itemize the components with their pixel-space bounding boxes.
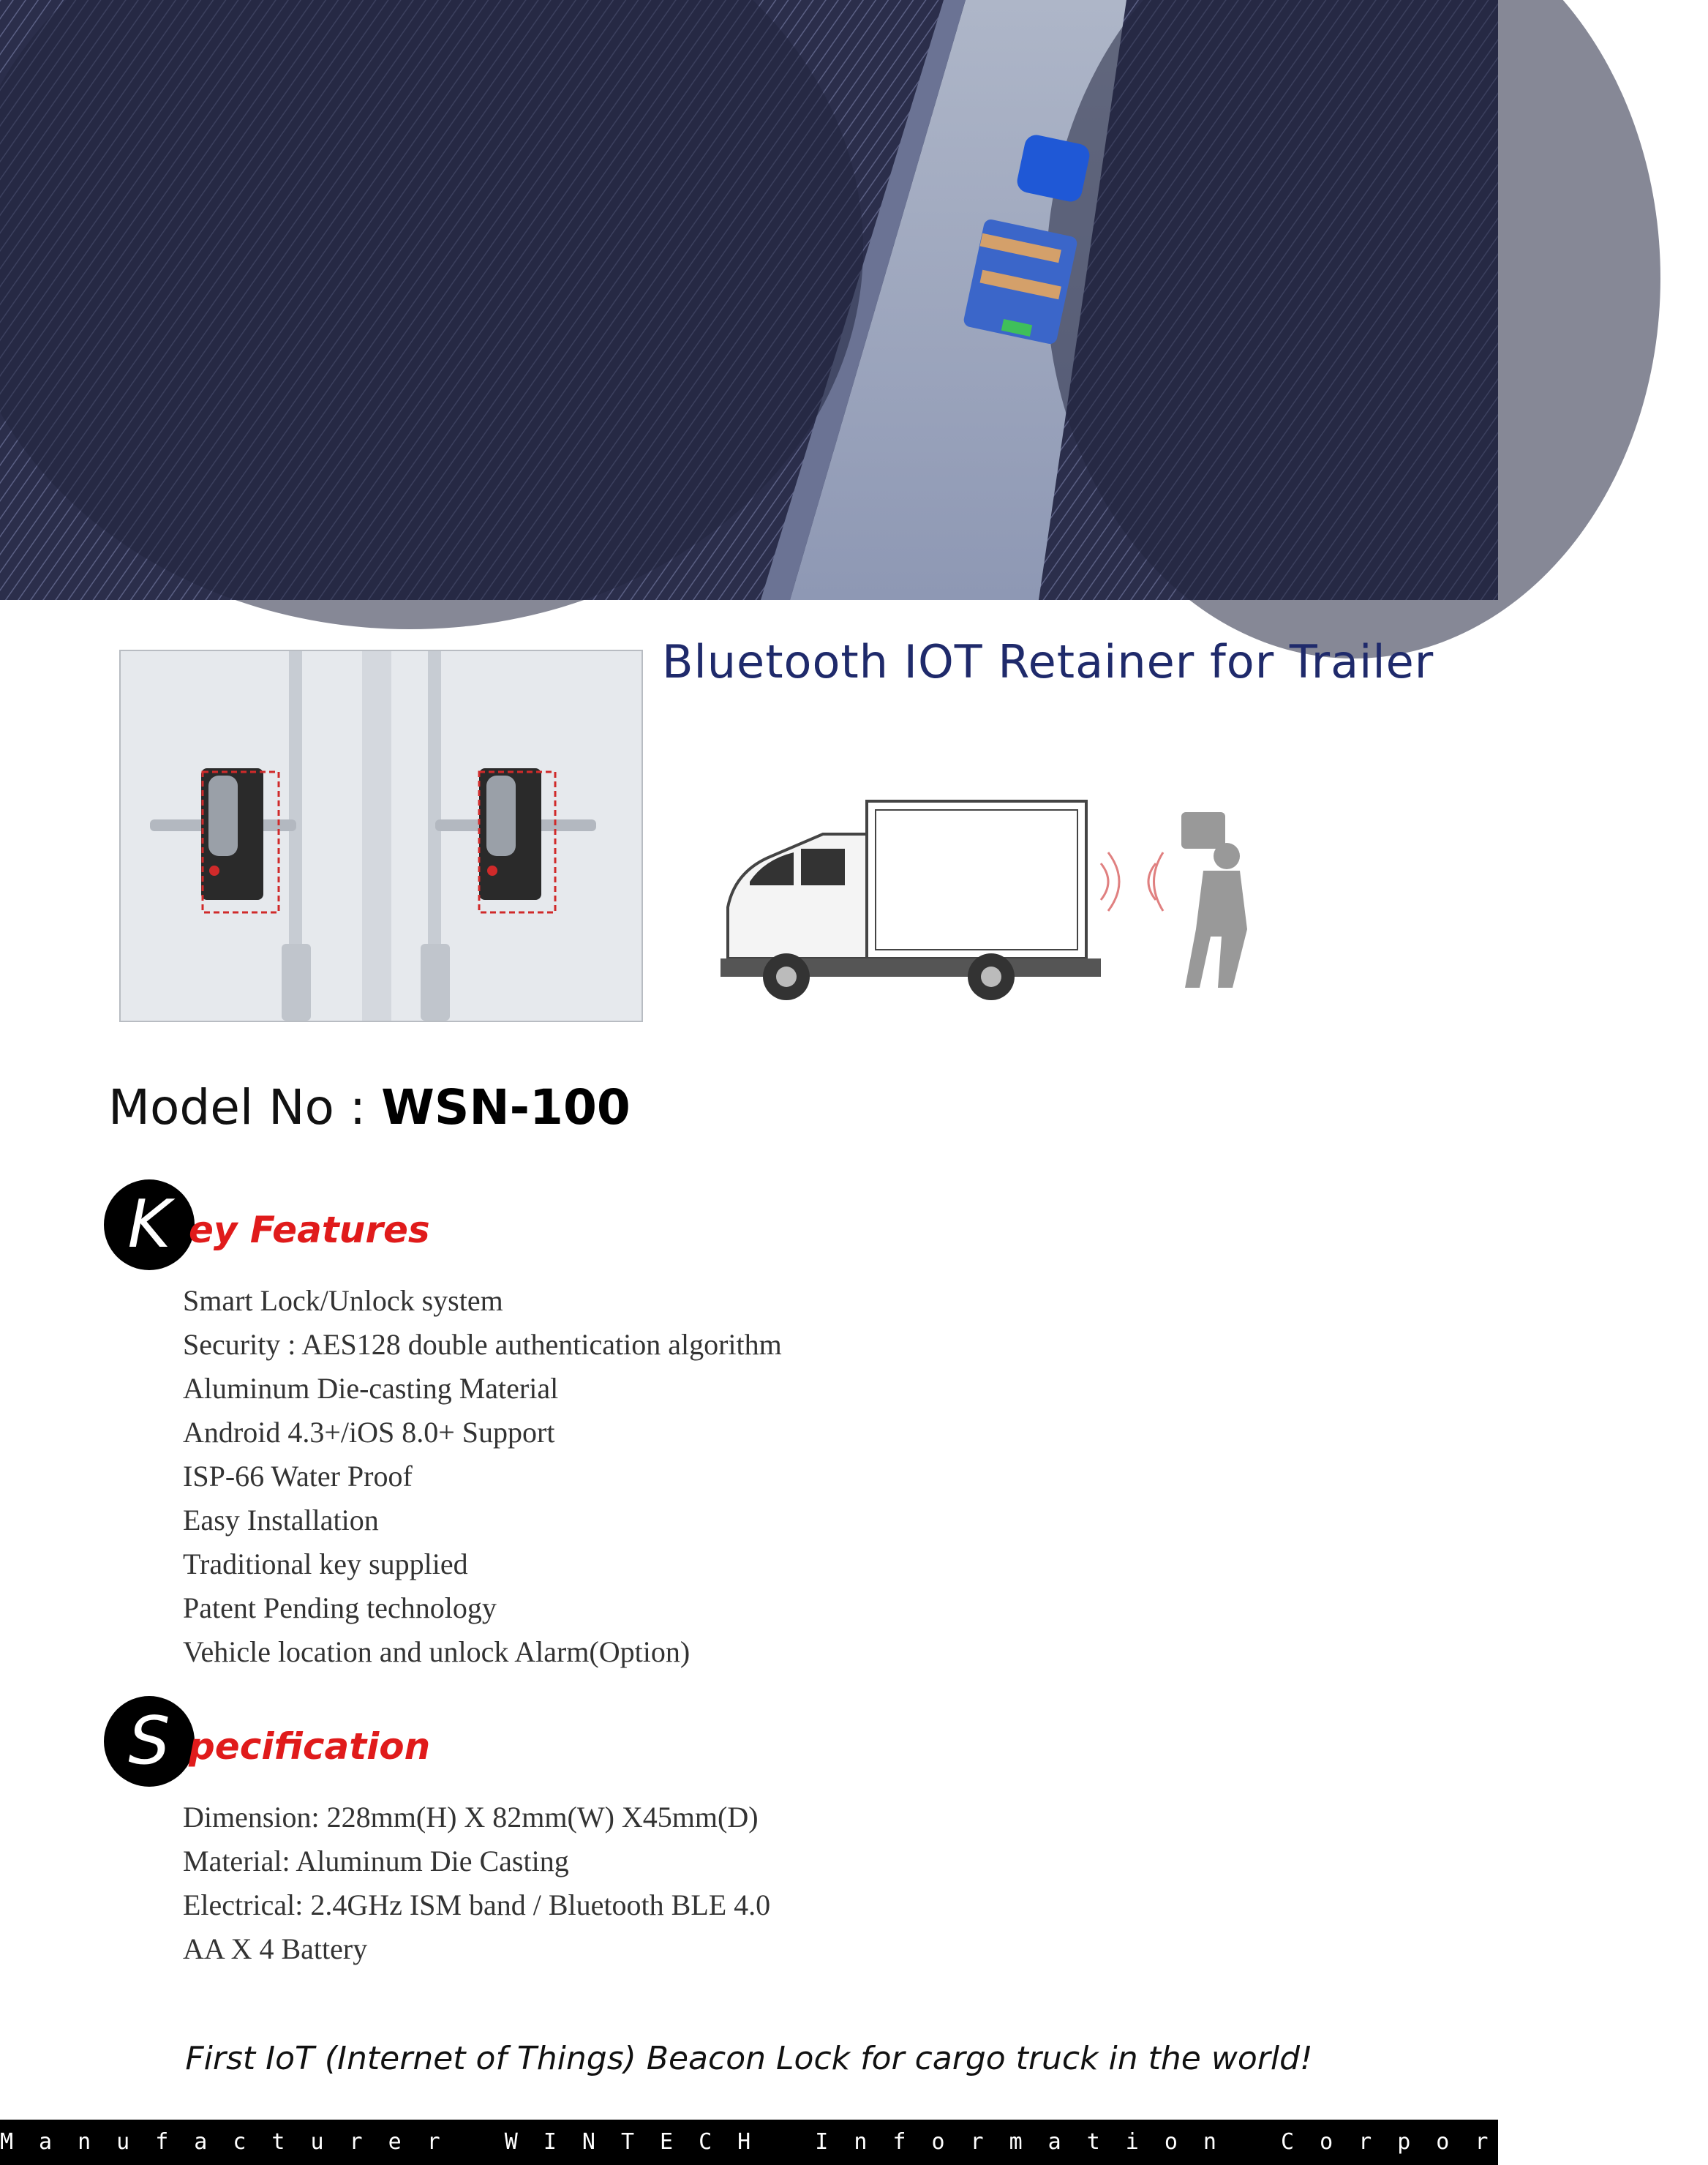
list-item: ISP-66 Water Proof xyxy=(183,1460,413,1493)
model-label: Model No : xyxy=(108,1079,382,1136)
list-item: Dimension: 228mm(H) X 82mm(W) X45mm(D) xyxy=(183,1801,759,1834)
truck-signal-drawing xyxy=(706,790,1291,1002)
list-item: Patent Pending technology xyxy=(183,1591,497,1624)
specification-badge: S xyxy=(104,1696,195,1787)
model-value: WSN-100 xyxy=(381,1079,631,1136)
list-item: Smart Lock/Unlock system xyxy=(183,1284,503,1317)
signal-waves xyxy=(1101,852,1163,911)
list-item: AA X 4 Battery xyxy=(183,1932,368,1965)
key-features-badge: K xyxy=(104,1179,195,1270)
list-item: Easy Installation xyxy=(183,1504,379,1536)
footer-manufacturer: Manufacturer WINTECH Information Corporation xyxy=(0,2120,1498,2165)
key-features-title: ey Features xyxy=(189,1209,430,1251)
specification-title: pecification xyxy=(189,1725,431,1768)
list-item: Android 4.3+/iOS 8.0+ Support xyxy=(183,1416,555,1449)
list-item: Vehicle location and unlock Alarm(Option) xyxy=(183,1635,691,1668)
list-item: Electrical: 2.4GHz ISM band / Bluetooth BLE 4.0 xyxy=(183,1888,771,1921)
truck-illustration xyxy=(706,790,1291,1002)
list-item: Aluminum Die-casting Material xyxy=(183,1372,559,1405)
hero-illustration xyxy=(0,0,1498,600)
list-item: Material: Aluminum Die Casting xyxy=(183,1845,569,1877)
trailer-doors-drawing xyxy=(121,651,642,1021)
specification-list xyxy=(183,1796,770,1971)
model-number xyxy=(108,1079,631,1136)
key-features-list xyxy=(183,1279,782,1674)
person-carrying-box xyxy=(1181,812,1247,988)
tagline: First IoT (Internet of Things) Beacon Lock for cargo truck in the world! xyxy=(185,2040,1313,2077)
list-item: Security : AES128 double authentication algorithm xyxy=(183,1328,782,1361)
door-lock-photo xyxy=(119,650,643,1022)
forest-road-drawing xyxy=(0,0,1498,600)
page-headline: Bluetooth IOT Retainer for Trailer xyxy=(662,635,1434,688)
list-item: Traditional key supplied xyxy=(183,1547,468,1580)
